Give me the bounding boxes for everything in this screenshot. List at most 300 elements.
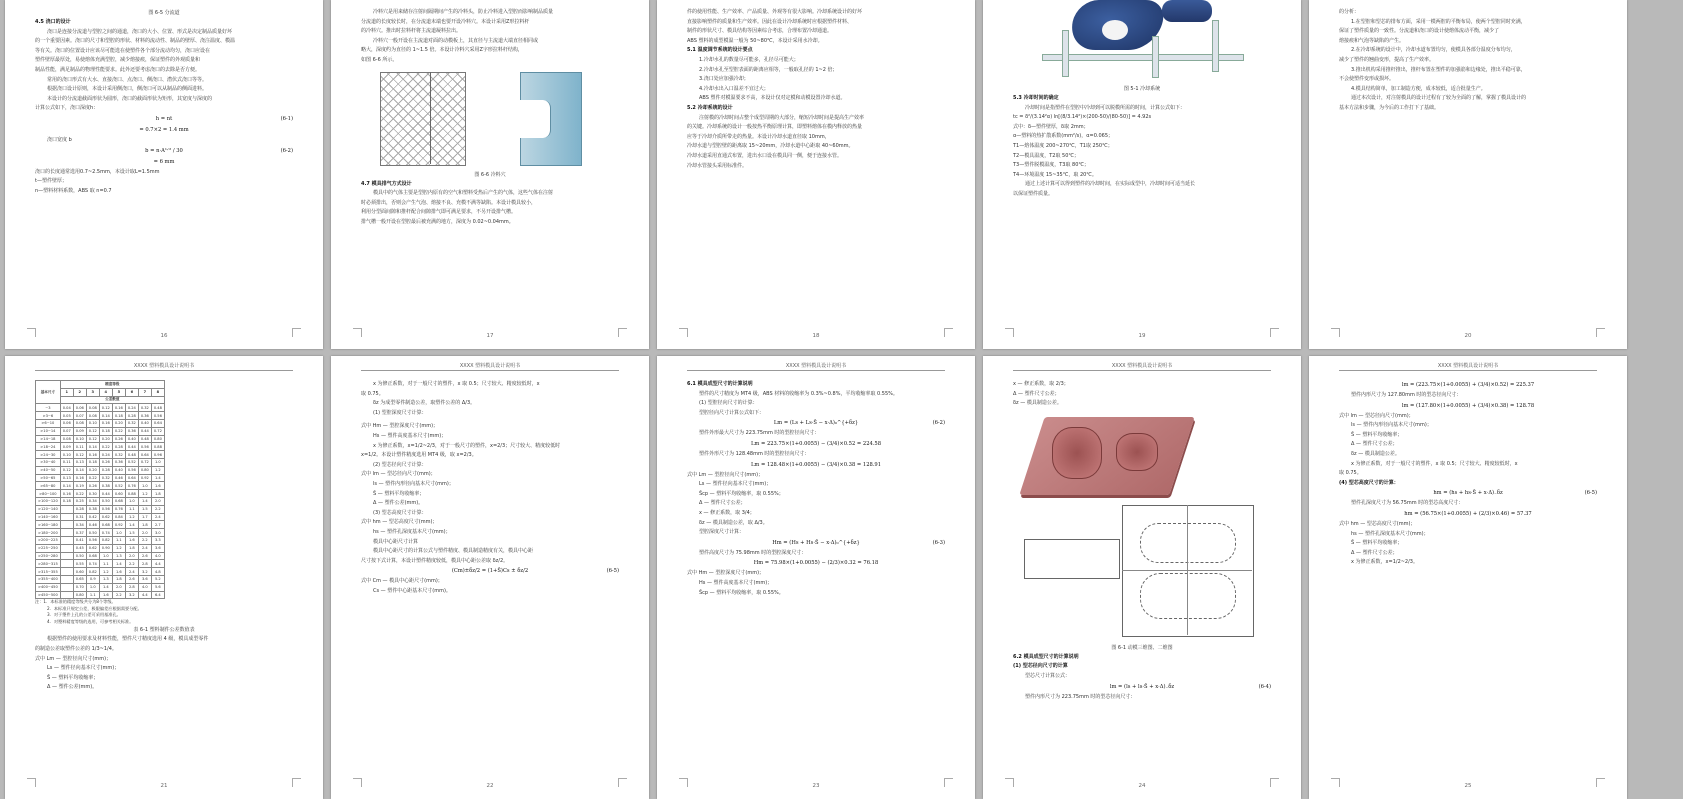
page-header: XXXX 塑料模具设计说明书	[1013, 362, 1271, 371]
table-cell: 6.4	[151, 591, 164, 599]
paragraph-line: 冷却水道采用直通式布置，进出水口设在模具同一侧，便于连接水管。	[687, 152, 843, 159]
table-cell: 4.0	[138, 583, 151, 591]
table-cell: ~3	[36, 404, 61, 412]
definition-line: hs — 塑件孔深度基本尺寸(mm)；	[373, 528, 451, 535]
table-cell: 0.80	[73, 591, 86, 599]
tolerance-table	[35, 380, 165, 599]
table-cell: 4.0	[151, 552, 164, 560]
table-cell: 1.4	[151, 474, 164, 482]
table-row	[36, 404, 165, 412]
table-cell: 0.72	[151, 427, 164, 435]
table-cell	[60, 560, 73, 568]
table-cell: 1.8	[112, 575, 125, 583]
table-cell	[60, 505, 73, 513]
page-header: XXXX 塑料模具设计说明书	[35, 362, 293, 371]
figure-caption: 图 6-6 冷料穴	[474, 171, 506, 178]
page-number: 18	[812, 333, 820, 339]
paragraph-line: 4.模具结构简单，加工制造方便，成本较低，适合批量生产。	[1351, 85, 1486, 92]
table-header: 1	[60, 388, 73, 396]
table-cell: 0.08	[86, 404, 99, 412]
table-cell: >250~280	[36, 552, 61, 560]
table-cell: 0.20	[86, 466, 99, 474]
formula	[1339, 488, 1597, 499]
document-page-23	[657, 356, 975, 799]
formula-text: hm = (hs + hs·S̄ + x·Δ)₋δz	[1433, 490, 1503, 497]
table-cell: 0.14	[86, 443, 99, 451]
note-line: t—塑件壁厚；	[35, 178, 67, 185]
table-cell: 0.96	[151, 451, 164, 459]
table-cell: 0.16	[73, 474, 86, 482]
table-cell: 0.37	[73, 529, 86, 537]
table-cell: 0.13	[73, 458, 86, 466]
part-model	[1162, 0, 1212, 22]
table-cell: 2.2	[112, 591, 125, 599]
table-cell: 0.25	[73, 497, 86, 505]
formula: Lm = 223.75×(1+0.0055) − (3/4)×0.52 = 224.58	[750, 440, 882, 447]
paragraph-line: 2.在冷却系统的设计中，冷却水道布置均匀，使模具各部分温度分布均匀，	[1351, 47, 1516, 54]
table-cell: 0.48	[151, 404, 164, 412]
paragraph-line: 减少了塑件的翘曲变形，提高了生产效率。	[1339, 56, 1435, 63]
formula-text: b = n·A¹ᐟ² / 30	[145, 147, 183, 154]
table-header: 6	[125, 388, 138, 396]
table-cell: 0.82	[86, 568, 99, 576]
table-cell: 0.12	[60, 466, 73, 474]
table-cell: 0.88	[125, 490, 138, 498]
table-cell: >160~180	[36, 521, 61, 529]
table-cell: 0.72	[138, 458, 151, 466]
paragraph-line: 浇口宽度 b	[47, 136, 72, 143]
definition-line: Hs — 塑件高度基本尺寸(mm)；	[373, 432, 447, 439]
table-cell: 1.2	[112, 544, 125, 552]
table-cell: 2.8	[138, 560, 151, 568]
formula-number: (6-2)	[280, 147, 293, 154]
paragraph-line: 件的使用性能、生产效率、产品质量、外观等有很大影响。冷却系统设计的好坏	[687, 9, 863, 15]
table-cell: >140~160	[36, 513, 61, 521]
table-header: 基本尺寸	[36, 381, 61, 404]
table-cell: 0.68	[99, 521, 112, 529]
list-item: ABS 塑件对模温要求不高，本设计仅对定模和动模设置冷却水道。	[699, 95, 846, 102]
paragraph-line: 计算公式如下，浇口深度h：	[35, 105, 99, 112]
table-cell: 0.06	[73, 404, 86, 412]
table-cell: 0.92	[112, 521, 125, 529]
document-page-19	[983, 0, 1301, 349]
list-item: 2.冷却水孔至型腔表面的距离应相等，一般取孔径的 1~2 倍；	[699, 66, 838, 73]
center-line	[1187, 505, 1188, 635]
table-cell: 0.44	[125, 443, 138, 451]
table-cell: 0.62	[86, 544, 99, 552]
table-row	[36, 583, 165, 591]
table-cell: >14~18	[36, 435, 61, 443]
table-cell: 0.82	[99, 536, 112, 544]
table-header: 7	[138, 388, 151, 396]
paragraph-line: 冷却时间是指塑件在型腔中冷却到可以脱模所需的时间，计算公式如下：	[1025, 104, 1186, 111]
definition-line: hs — 塑件孔深度基本尺寸(mm)；	[1351, 530, 1429, 537]
page-number: 24	[1138, 783, 1146, 789]
table-cell: 0.42	[86, 513, 99, 521]
table-cell: 0.12	[99, 404, 112, 412]
table-cell: 1.5	[138, 505, 151, 513]
paragraph-line: 的关键。冷却系统的设计一般按热平衡原理计算，即塑料熔体在模内释放的热量	[687, 124, 863, 131]
table-cell: >80~100	[36, 490, 61, 498]
section-heading: 6.2 模具成型尺寸的计算说明	[1013, 653, 1079, 660]
table-cell: 1.3	[112, 552, 125, 560]
formula-number: (6-4)	[1258, 683, 1271, 690]
table-cell: 0.07	[60, 427, 73, 435]
table-cell: 1.0	[86, 583, 99, 591]
table-cell: 1.6	[151, 482, 164, 490]
paragraph-line: 直接影响塑件的质量和生产效率。因此在设计冷却系统时应根据塑件材料、	[687, 18, 853, 25]
formula-text: Lm = (Ls + Ls·S̄ − x·Δ)₀^{+δz}	[773, 420, 859, 427]
table-cell: 2.8	[125, 583, 138, 591]
table-row	[36, 482, 165, 490]
table-cell: 0.14	[99, 412, 112, 420]
paragraph-line: 制件的形状尺寸、模具结构等因素综合考虑，合理布置冷却通道。	[687, 28, 833, 35]
table-cell: >315~355	[36, 568, 61, 576]
table-cell: 0.76	[125, 482, 138, 490]
definition-line: Δ — 塑件尺寸公差；	[699, 500, 746, 507]
table-cell: 0.16	[99, 419, 112, 427]
table-cell	[60, 513, 73, 521]
definition-line: S̄ — 塑料平均收缩率；	[1351, 431, 1403, 438]
table-row	[36, 490, 165, 498]
list-item: 1.冷却水孔的数量尽可能多，孔径尽可能大；	[699, 56, 799, 63]
definition-line: Δ — 塑件尺寸公差；	[1351, 441, 1398, 448]
formula-line: = 6 mm	[153, 158, 175, 165]
figure-caption: 图 6-1 动模三维图、二维图	[1111, 644, 1173, 651]
table-cell: 2.6	[125, 575, 138, 583]
paragraph-line: 排气槽一般开设在型腔最后被充满的地方，深度为 0.02~0.04mm。	[361, 218, 514, 225]
table-header: 3	[86, 388, 99, 396]
table-cell: 0.64	[138, 451, 151, 459]
table-cell: 0.41	[73, 536, 86, 544]
table-cell: 0.13	[60, 474, 73, 482]
formula-line: tc = δ²/(3.14²α) ln[(8/3.14²)×(200-50)/(80-50)] = 4.92s	[1013, 114, 1152, 121]
table-cell: 0.22	[73, 490, 86, 498]
table-cell: 2.0	[112, 583, 125, 591]
table-cell: 1.4	[112, 560, 125, 568]
definition-line: 式中 Lm — 型腔径向尺寸(mm)；	[35, 655, 112, 662]
table-cell: 1.1	[112, 536, 125, 544]
table-cell: 4.4	[151, 560, 164, 568]
definition-line: ls — 塑件内形径向基本尺寸(mm)；	[373, 480, 454, 487]
definition-line: 式中 hm — 型芯高度尺寸(mm)；	[361, 519, 438, 526]
formula-text: Hm = (Hs + Hs·S̄ − x·Δ)₀^{+δz}	[772, 539, 860, 546]
table-cell: >200~225	[36, 536, 61, 544]
table-cell: 0.32	[112, 451, 125, 459]
paragraph-line: 模具中心距尺寸的计算公式与塑件精度、模具制造精度有关，模具中心距	[373, 548, 534, 555]
table-cell: 0.74	[86, 560, 99, 568]
definition-line: 式中 Hm — 型腔深度尺寸(mm)；	[361, 423, 439, 430]
document-page-21	[5, 356, 323, 799]
table-cell	[60, 529, 73, 537]
table-cell: 1.8	[151, 490, 164, 498]
table-cell: 0.62	[99, 513, 112, 521]
paragraph-line: T1—熔体温度 200~270℃，T1取 250℃；	[1013, 142, 1113, 149]
table-cell	[60, 591, 73, 599]
table-cell: 1.8	[125, 544, 138, 552]
table-cell: 0.52	[112, 482, 125, 490]
cooling-pipe	[1212, 20, 1219, 72]
definition-line: 式中 Hm — 型腔深度尺寸(mm)；	[687, 570, 765, 577]
table-cell: 3.6	[138, 575, 151, 583]
mold-cavity	[1116, 433, 1158, 471]
table-cell: 0.56	[138, 443, 151, 451]
formula: hm = (56.75×(1+0.0055) + (2/3)×0.46) = 57.37	[1404, 510, 1532, 517]
formula	[687, 538, 945, 549]
paragraph-line: 通过上述计算可以得到塑件的冷却时间，在实际成型中，冷却时间可适当延长	[1025, 181, 1196, 188]
definition-line: δz — 模具制造公差。	[1013, 400, 1062, 407]
table-cell: 1.2	[138, 490, 151, 498]
table-row	[36, 552, 165, 560]
table-cell: 0.36	[138, 412, 151, 420]
table-cell: 0.14	[73, 466, 86, 474]
figure-caption: 图 6-5 分流道	[148, 10, 180, 16]
table-row	[36, 529, 165, 537]
table-cell: 0.90	[99, 544, 112, 552]
paragraph-line: x 为修正系数，对于一般尺寸的塑件，x 取 0.5；尺寸较大、精度较低时，x	[373, 381, 540, 387]
table-cell: 0.22	[112, 427, 125, 435]
table-cell: 0.32	[99, 474, 112, 482]
definition-line: x — 修正系数，取 3/4；	[699, 509, 755, 516]
formula	[1013, 682, 1271, 693]
note-line: n—塑料材料系数，ABS 取 n=0.7	[35, 187, 112, 194]
drawing-cavity-outline	[1140, 523, 1236, 563]
table-header: 8	[151, 388, 164, 396]
table-cell: 0.22	[99, 443, 112, 451]
table-cell: 0.34	[73, 521, 86, 529]
table-row	[36, 568, 165, 576]
paragraph-line: x 为修正系数，x=1/2~2/3，对于一般尺寸的塑件，x=2/3；尺寸较大、精度较低时	[373, 442, 561, 449]
paragraph-line: (1) 型腔径向尺寸的计算：	[699, 400, 758, 407]
table-cell: 0.56	[86, 536, 99, 544]
table-cell: >180~200	[36, 529, 61, 537]
paragraph-line: T2—模具温度，T2取 50℃；	[1013, 152, 1080, 159]
definition-line: x — 修正系数，取 2/3；	[1013, 381, 1069, 387]
table-cell: >6~10	[36, 419, 61, 427]
table-row	[36, 419, 165, 427]
definition-line: 式中 Cm — 模具中心距尺寸(mm)；	[361, 578, 443, 585]
table-row	[36, 560, 165, 568]
document-page-24	[983, 356, 1301, 799]
table-cell: 1.2	[125, 513, 138, 521]
table-cell: 2.4	[138, 544, 151, 552]
table-cell: 0.80	[151, 435, 164, 443]
paragraph-line: 根据塑件的使用要求及材料性能，塑件尺寸精度选用 4 级，模具成型零件	[47, 636, 209, 643]
section-heading: 4.5 浇口的设计	[35, 19, 71, 25]
paragraph-line: 如图 6-6 所示。	[361, 56, 398, 63]
table-cell: 2.4	[125, 568, 138, 576]
table-cell: 0.65	[73, 575, 86, 583]
paragraph-line: 冷却水道与型腔壁的距离取 15~20mm，冷却水道中心距取 40~60mm。	[687, 143, 854, 150]
table-cell: 0.28	[125, 412, 138, 420]
list-item: 4.冷却水出入口温差不宜过大；	[699, 85, 769, 92]
table-cell: 0.68	[112, 497, 125, 505]
cold-slug-figure	[370, 70, 610, 166]
table-cell: 0.24	[99, 451, 112, 459]
paragraph-line: 塑件壁厚最厚处，易使熔体充满型腔，减少熔接痕，保证塑件的外观质量和	[35, 57, 201, 64]
table-row	[36, 497, 165, 505]
table-cell: 0.80	[138, 466, 151, 474]
table-cell: 0.11	[60, 458, 73, 466]
table-cell: 0.19	[73, 482, 86, 490]
table-row	[36, 505, 165, 513]
table-cell: 0.08	[86, 412, 99, 420]
paragraph-line: 保证了塑件质量的一致性。分流道和浇口的设计使熔体流动平衡，减少了	[1339, 28, 1500, 35]
table-cell: >24~30	[36, 451, 61, 459]
paragraph-line: 塑件内形尺寸为 223.75mm 时的型芯径向尺寸：	[1025, 693, 1136, 700]
table-cell: >225~250	[36, 544, 61, 552]
table-cell: 0.32	[125, 419, 138, 427]
paragraph-line: (1) 型腔深度尺寸计算：	[373, 409, 427, 416]
table-cell: 3.3	[151, 536, 164, 544]
definition-line: δz — 模具制造公差。	[1351, 450, 1400, 457]
page-number: 20	[1464, 333, 1472, 339]
table-row	[36, 575, 165, 583]
table-cell	[60, 583, 73, 591]
paragraph-line: 熔接痕和气泡等缺陷的产生。	[1339, 37, 1405, 44]
paragraph-line: ABS 塑料的成型模温一般为 50~80℃，本设计采用水冷却。	[687, 37, 823, 44]
table-cell: 0.08	[60, 435, 73, 443]
definition-line: S̄ — 塑料平均收缩率；	[373, 490, 425, 497]
table-cell: 1.4	[99, 583, 112, 591]
table-cell: 0.30	[86, 490, 99, 498]
table-cell: 2.7	[151, 521, 164, 529]
formula-number: (6-5)	[1584, 490, 1597, 497]
definition-line: Ls — 塑件径向基本尺寸(mm)；	[699, 481, 772, 488]
table-cell: 0.06	[60, 419, 73, 427]
table-row	[36, 513, 165, 521]
page-number: 19	[1138, 333, 1146, 339]
table-cell: >355~400	[36, 575, 61, 583]
table-cell: 0.88	[151, 443, 164, 451]
table-cell: 0.14	[60, 482, 73, 490]
table-cell: 1.2	[151, 466, 164, 474]
subsection-heading: (4) 型芯高度尺寸的计算：	[1339, 479, 1399, 486]
page-header: XXXX 塑料模具设计说明书	[687, 362, 945, 371]
table-cell: 0.50	[99, 497, 112, 505]
table-cell: >450~500	[36, 591, 61, 599]
table-cell: 0.9	[86, 575, 99, 583]
table-cell: >400~450	[36, 583, 61, 591]
paragraph-line: 根据浇口设计原则，本设计采用侧浇口，侧浇口可以从制品的侧面进料。	[47, 86, 208, 93]
table-row	[36, 544, 165, 552]
table-cell: 5.6	[151, 583, 164, 591]
document-page-20	[1309, 0, 1627, 349]
formula-line: = 0.7×2 = 1.4 mm	[139, 126, 189, 133]
table-row	[36, 521, 165, 529]
paragraph-line: 的一个重要因素。浇口的尺寸和型腔的形状、材料的流动性、制品的壁厚、浇注温度、模温	[35, 38, 236, 45]
paragraph-line: 时必须排出，否则会产生气泡、熔接不良、充模不满等缺陷。本设计模具较小，	[361, 199, 537, 206]
table-cell: 1.0	[112, 529, 125, 537]
table-cell: 3.6	[151, 544, 164, 552]
paragraph-line: 型腔径向尺寸计算公式如下：	[699, 409, 765, 416]
table-cell: 0.44	[99, 490, 112, 498]
table-cell: >18~24	[36, 443, 61, 451]
formula-text: h = nt	[155, 115, 173, 122]
table-cell: 0.56	[125, 466, 138, 474]
table-cell: 0.28	[112, 443, 125, 451]
table-cell: 2.0	[151, 497, 164, 505]
table-cell: 0.64	[151, 419, 164, 427]
table-cell: 0.50	[73, 552, 86, 560]
paragraph-line: 不会使塑件变形或损坏。	[1339, 76, 1395, 83]
table-cell: 0.22	[86, 474, 99, 482]
document-page-18	[657, 0, 975, 349]
table-cell	[60, 536, 73, 544]
table-cell: 0.28	[73, 505, 86, 513]
table-cell: 0.10	[73, 435, 86, 443]
cooling-pipe	[1152, 36, 1159, 78]
table-cell: 0.56	[99, 505, 112, 513]
table-cell: >30~40	[36, 458, 61, 466]
table-cell: 0.18	[112, 412, 125, 420]
table-cell: 0.55	[73, 560, 86, 568]
table-row	[36, 466, 165, 474]
table-cell: 0.18	[60, 497, 73, 505]
table-cell: 0.46	[112, 474, 125, 482]
table-cell: 0.32	[138, 404, 151, 412]
table-cell: 2.4	[151, 513, 164, 521]
table-subheader: 公差数值	[60, 396, 164, 404]
table-cell: 0.26	[99, 458, 112, 466]
table-cell: 0.10	[86, 419, 99, 427]
table-cell: 0.52	[125, 458, 138, 466]
table-cell: 0.12	[73, 451, 86, 459]
table-cell: 0.12	[86, 435, 99, 443]
definition-line: S̄cp — 塑料平均收缩率，取 0.55%。	[699, 589, 784, 596]
section-heading: 6.1 模具成型尺寸的计算说明	[687, 381, 753, 387]
table-cell: 0.36	[112, 458, 125, 466]
table-cell: 1.4	[138, 497, 151, 505]
table-cell: 0.04	[60, 404, 73, 412]
table-cell: 0.46	[86, 521, 99, 529]
table-row	[36, 435, 165, 443]
paragraph-line: 型腔深度尺寸计算：	[699, 529, 745, 536]
table-cell: 0.45	[73, 544, 86, 552]
paragraph-line: 略大，深度约为直径的 1~1.5 倍。本设计冷料穴采用Z字形拉料杆结构，	[361, 47, 523, 54]
table-cell: 0.16	[86, 451, 99, 459]
paragraph-line: 塑件外形最大尺寸为 223.75mm 时的型腔径向尺寸：	[699, 430, 820, 437]
table-cell: 0.48	[138, 435, 151, 443]
hatched-section	[380, 72, 466, 166]
table-cell: 0.34	[86, 497, 99, 505]
table-cell: 0.56	[151, 412, 164, 420]
table-cell: 0.20	[112, 419, 125, 427]
definition-line: S̄ — 塑料平均收缩率；	[47, 674, 99, 681]
paragraph-line: 模具中的气体主要是型腔内原有的空气和塑料受热后产生的气体，这些气体在注射	[373, 190, 554, 197]
table-cell: 0.09	[60, 443, 73, 451]
subsection-heading: (1) 型芯径向尺寸的计算	[1013, 663, 1068, 670]
table-cell: 3.2	[138, 568, 151, 576]
definition-line: x 为修正系数，x=1/2~2/3。	[1351, 559, 1418, 566]
table-cell: 1.0	[125, 497, 138, 505]
table-cell: 0.40	[125, 435, 138, 443]
paragraph-line: 应等于冷却介质所带走的热量。本设计冷却水道直径取 10mm，	[687, 133, 830, 140]
cooling-pipe	[1062, 30, 1069, 77]
table-header: 5	[112, 388, 125, 396]
table-cell: 0.64	[125, 474, 138, 482]
table-row	[36, 427, 165, 435]
table-cell: 1.8	[138, 521, 151, 529]
table-cell: >50~65	[36, 474, 61, 482]
table-cell: 2.2	[151, 505, 164, 513]
formula	[361, 566, 619, 577]
formula-number: (6-3)	[932, 539, 945, 546]
page-number: 25	[1464, 783, 1472, 789]
section-heading: 5.1 温度调节系统的设计要点	[687, 47, 753, 54]
paragraph-line: 分流道的长度较长时，在分流道末端也要开设冷料穴。本设计采用Z形拉料杆	[361, 18, 530, 25]
table-cell: 2.6	[138, 552, 151, 560]
